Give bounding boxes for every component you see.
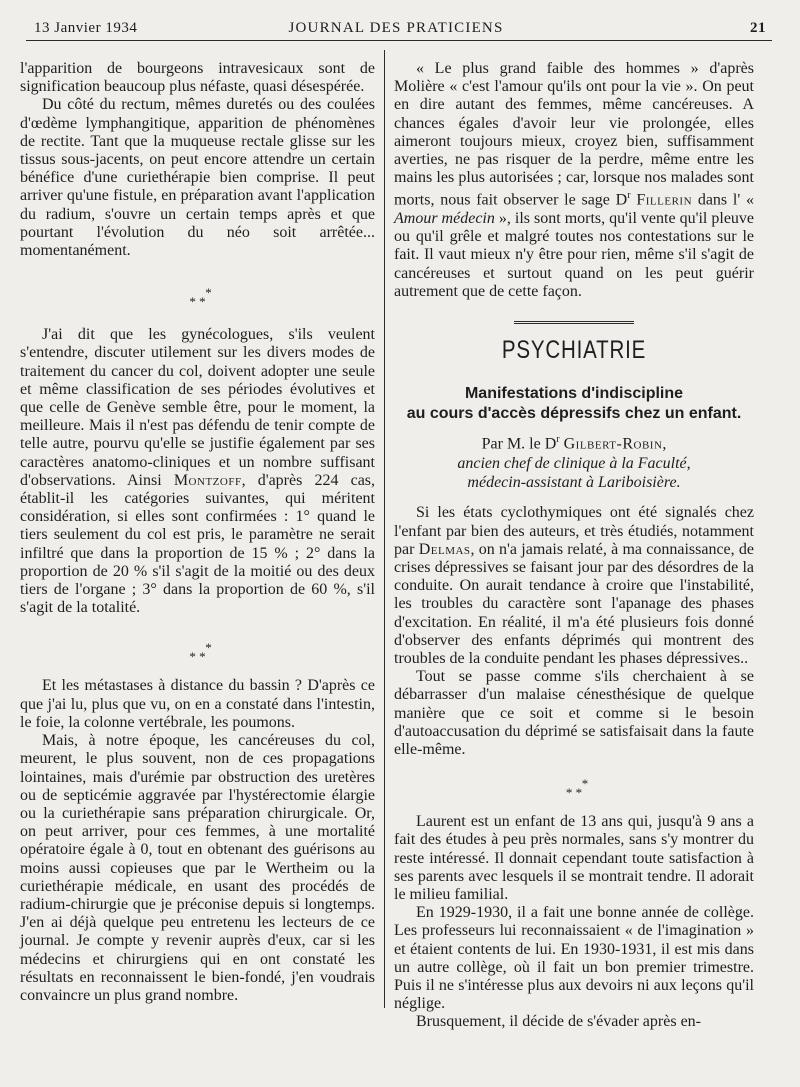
affiliation-line-2: médecin-assistant à Lariboisière.: [467, 474, 681, 492]
paragraph: « Le plus grand faible des hommes » d'après Molière « c'est l'amour qu'ils ont pour la vie ». On peut en dire autant des femmes, même cancéreuses. A chances égales d'avoir leur vie prolongée, elles aimeront toujours mieux, croyez bien, suffisamment averties, ne pas risquer de la perdre, même entre les mains les plus autorisées ; car, lorsque nos malades sont morts, nous fait observer le sage $D^r$ Fillerin dans l' « Amour médecin », ils sont morts, qu'il vente qu'il pleuve ou qu'il grêle et malgré toutes nos contestations sur le fait. Il vaut mieux n'y être pour rien, même s'il s'agit de cancéreuses et surtout quand on les peut guérir autrement que de cette façon.: [394, 60, 755, 300]
paragraph: Si les états cyclothymiques ont été signalés chez l'enfant par bien des auteurs, et très étudiés, notamment par Delmas, on n'a jamais relaté, à ma connaissance, de crises dépressives se faisant jour par des désordres de la conduite. On aurait tendance à croire que l'instabilité, les troubles du caractère sont l'apanage des phases d'excitation. En réalité, il m'a été plusieurs fois donné d'observer des enfants déprimés qui montrent des troubles de la conduite pendant les phases dépressives..: [394, 504, 755, 667]
asterism: * * *: [189, 285, 212, 310]
author-name: Montzoff: [173, 471, 242, 489]
journal-title: JOURNAL DES PRATICIENS: [288, 20, 504, 36]
right-column: [394, 60, 754, 1032]
paragraph: Mais, à notre époque, les cancéreuses du col, meurent, le plus souvent, non de ces propagations lointaines, mais d'urémie par obstruction des uretères ou de septicémie aggravée par l'hystérectomie élargie ou la curiethérapie sans préparation chirurgicale. Or, on peut arriver, pour ces femmes, à une mortalité opératoire égale à 0, tout en obtenant des guérisons au moins aussi copieuses que par le Wertheim ou la curiethérapie médicale, en usant des procédés de radium-chirurgie que je préconise depuis si longtemps. J'en ai déjà quelque peu entretenu les lecteurs de ce journal. Je compte y revenir auprès d'eux, car si les médecins et chirurgiens qui en ont constaté les résultats en reconnaissent le bien-fondé, j'en voudrais convaincre un plus grand nombre.: [20, 732, 375, 1004]
issue-date: 13 Janvier 1934: [34, 20, 138, 36]
paragraph: Brusquement, il décide de s'évader après en-: [416, 1013, 701, 1031]
left-column: [20, 60, 375, 1005]
paragraph: En 1929-1930, il a fait une bonne année de collège. Les professeurs lui reconnaissaient « de l'imagination » et étaient contents de lui. En 1930-1931, il est mis dans un autre collège, où il fait un bon premier trimestre. Puis il ne s'intéresse plus aux devoirs ni aux leçons qu'il néglige.: [394, 904, 754, 1013]
paragraph: Laurent est un enfant de 13 ans qui, jusqu'à 9 ans a fait des études à peu près normales, sans s'y montrer du reste intéressé. Il donnait cependant toute satisfaction à ses parents avec lesquels il se montrait tendre. Il adorait le milieu familial.: [394, 813, 754, 903]
paragraph: Tout se passe comme s'ils cherchaient à se débarrasser d'un malaise cénesthésique de quelque manière que ce soit et comme si le besoin d'autoaccusation du déprimé se satisfaisait dans la faute elle-même.: [394, 668, 754, 758]
section-title: PSYCHIATRIE: [501, 335, 647, 364]
author-line: Par M. le $D^r$ Gilbert-Robin,: [481, 433, 667, 453]
paragraph: l'apparition de bourgeons intravesicaux sont de signification beaucoup plus néfaste, quasi désespérée.: [20, 60, 375, 96]
paragraph: J'ai dit que les gynécologues, s'ils veulent s'entendre, discuter utilement sur les divers modes de traitement du cancer du col, doivent adopter une seule et même classification de ses périodes évolutives et que celle de Genève semble être, pour le moment, la meilleure. Mais il n'est pas défendu de tenir compte de telle autre, pourvu qu'elle se justifie également par ses caractères anatomo-cliniques et un nombre suffisant d'observations. Ainsi Montzoff, d'après 224 cas, établit-il les catégories suivantes, qui méritent considération, si elles sont confirmées : 1° quand le tiers seulement du col est pris, le paramètre ne serait infiltré que dans la proportion de 15 % ; 2° dans la proportion de 20 % s'il s'agit de la moitié ou des deux tiers de l'organe ; 3° dans la proportion de 60 %, s'il s'agit de la totalité.: [20, 326, 376, 617]
article-title-line-2: au cours d'accès dépressifs chez un enfant.: [406, 404, 742, 422]
page-number: 21: [750, 20, 766, 36]
asterism: * * *: [565, 776, 589, 801]
author-name: Fillerin: [636, 191, 693, 209]
article-title-line-1: Manifestations d'indiscipline: [464, 384, 684, 402]
author-name: Delmas: [418, 540, 471, 558]
affiliation-line-1: ancien chef de clinique à la Faculté,: [457, 455, 691, 473]
running-header: [26, 18, 766, 40]
asterism: * * *: [189, 640, 212, 665]
header-rule: [26, 40, 772, 41]
paragraph: Et les métastases à distance du bassin ? D'après ce que j'ai lu, plus que vu, on en a constaté dans l'intestin, le foie, la colonne vertébrale, les poumons.: [20, 677, 375, 731]
paragraph: Du côté du rectum, mêmes duretés ou des coulées d'œdème lymphangitique, apparition de phénomènes de rectite. Tant que la muqueuse rectale glisse sur les tissus sous-jacents, on peut encore attendre un certain bénéfice d'une curiethérapie bien comprise. Il peut arriver qu'une fistule, en préparation avant l'application du radium, s'ouvre un certain temps après et que pourtant l'évolution du néo soit arrêtée... momentanément.: [20, 96, 375, 260]
column-rule: [384, 50, 385, 1008]
